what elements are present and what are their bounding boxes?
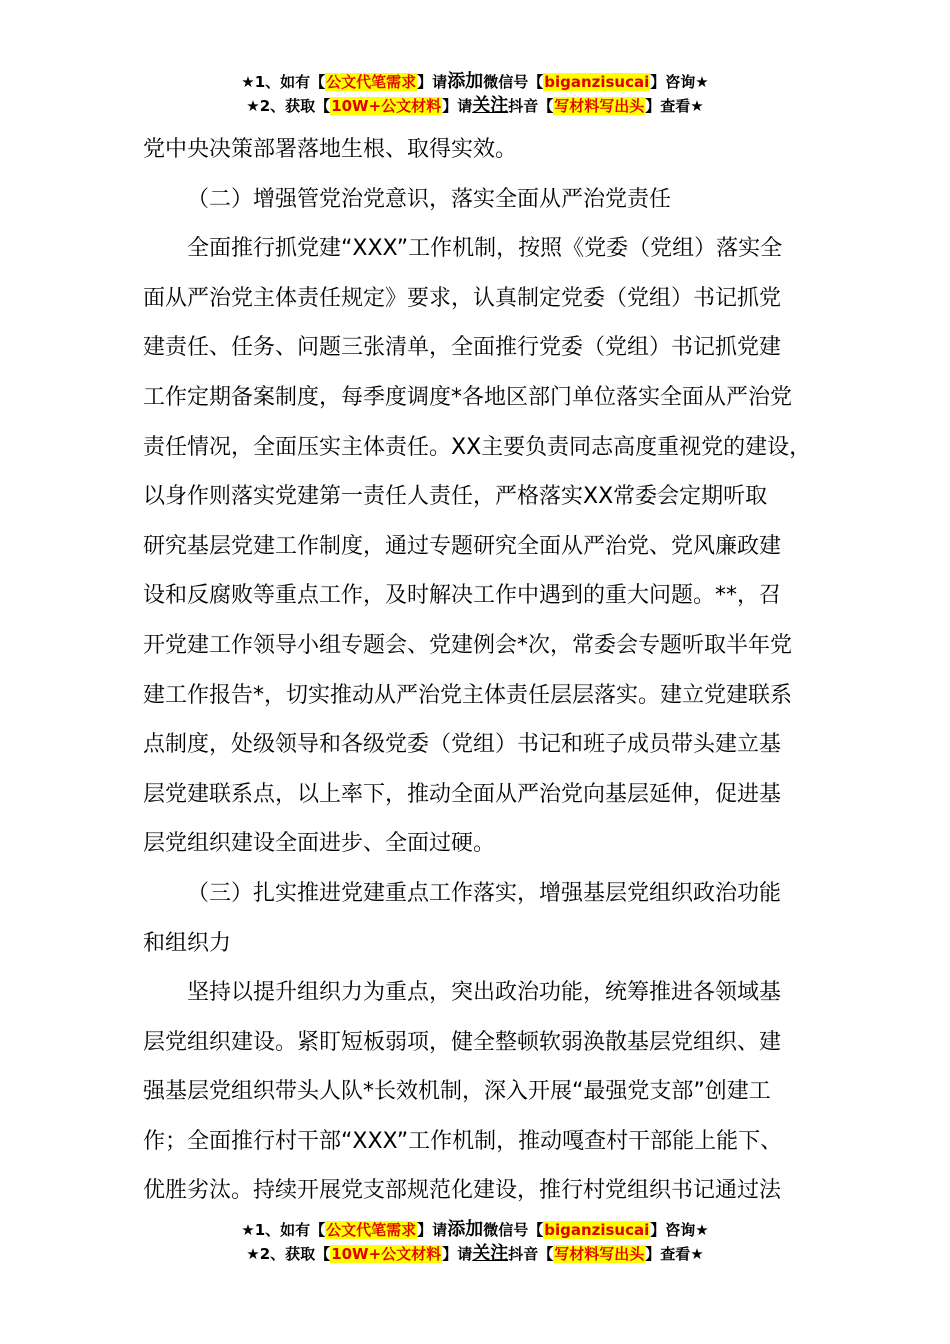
document-body (143, 125, 833, 1216)
highlight-douyin: 写材料写出头 (554, 97, 645, 115)
highlight-wechat-id: biganzisucai (544, 73, 650, 91)
body-line: 坚持以提升组织力为重点，突出政治功能，统筹推进各领域基 (187, 980, 782, 1006)
promo-line-2: ★2、获取【10W+公文材料】请关注抖音【写材料写出头】查看★ (246, 1243, 704, 1264)
body-line: 优胜劣汰。持续开展党支部规范化建设，推行村党组织书记通过法 (143, 1178, 782, 1204)
body-line: 责任情况，全面压实主体责任。XX主要负责同志高度重视党的建设， (143, 434, 812, 460)
body-line: 全面推行抓党建“XXX”工作机制，按照《党委（党组）落实全 (187, 236, 783, 262)
section-heading-3-cont: 和组织力 (143, 930, 232, 956)
body-line: 点制度，处级领导和各级党委（党组）书记和班子成员带头建立基 (143, 732, 782, 758)
highlight-materials: 10W+公文材料 (331, 1245, 442, 1263)
body-line: 层党组织建设全面进步、全面过硬。 (143, 831, 496, 857)
body-line: 强基层党组织带头人队*长效机制，深入开展“最强党支部”创建工 (143, 1079, 771, 1105)
body-line: 面从严治党主体责任规定》要求，认真制定党委（党组）书记抓党 (143, 285, 782, 311)
promo-line-1: ★1、如有【公文代笔需求】请添加微信号【biganzisucai】咨询★ (241, 1219, 709, 1240)
body-line: 建工作报告*，切实推动从严治党主体责任层层落实。建立党建联系 (143, 682, 793, 708)
highlight-service: 公文代笔需求 (326, 1221, 417, 1239)
promo-line-2: ★2、获取【10W+公文材料】请关注抖音【写材料写出头】查看★ (246, 95, 704, 116)
body-line: 层党建联系点，以上率下，推动全面从严治党向基层延伸，促进基 (143, 781, 782, 807)
highlight-materials: 10W+公文材料 (331, 97, 442, 115)
header-promo-banner (0, 70, 950, 118)
body-line: 作；全面推行村干部“XXX”工作机制，推动嘎查村干部能上能下、 (143, 1128, 783, 1154)
body-line: 党中央决策部署落地生根、取得实效。 (143, 137, 518, 162)
footer-promo-banner (0, 1218, 950, 1266)
highlight-douyin: 写材料写出头 (554, 1245, 645, 1263)
body-line: 层党组织建设。紧盯短板弱项，健全整顿软弱涣散基层党组织、建 (143, 1029, 782, 1055)
body-line: 开党建工作领导小组专题会、党建例会*次，常委会专题听取半年党 (143, 632, 793, 658)
highlight-service: 公文代笔需求 (326, 73, 417, 91)
body-line: 以身作则落实党建第一责任人责任，严格落实XX常委会定期听取 (143, 484, 768, 510)
body-line: 建责任、任务、问题三张清单，全面推行党委（党组）书记抓党建 (143, 335, 782, 361)
body-line: 工作定期备案制度，每季度调度*各地区部门单位落实全面从严治党 (143, 384, 793, 410)
body-line: 设和反腐败等重点工作，及时解决工作中遇到的重大问题。**，召 (143, 583, 782, 609)
highlight-wechat-id: biganzisucai (544, 1221, 650, 1239)
body-line: 研究基层党建工作制度，通过专题研究全面从严治党、党风廉政建 (143, 533, 782, 559)
section-heading-2: （二）增强管党治党意识，落实全面从严治党责任 (187, 186, 672, 212)
section-heading-3: （三）扎实推进党建重点工作落实，增强基层党组织政治功能 (187, 880, 782, 906)
promo-line-1: ★1、如有【公文代笔需求】请添加微信号【biganzisucai】咨询★ (241, 71, 709, 92)
